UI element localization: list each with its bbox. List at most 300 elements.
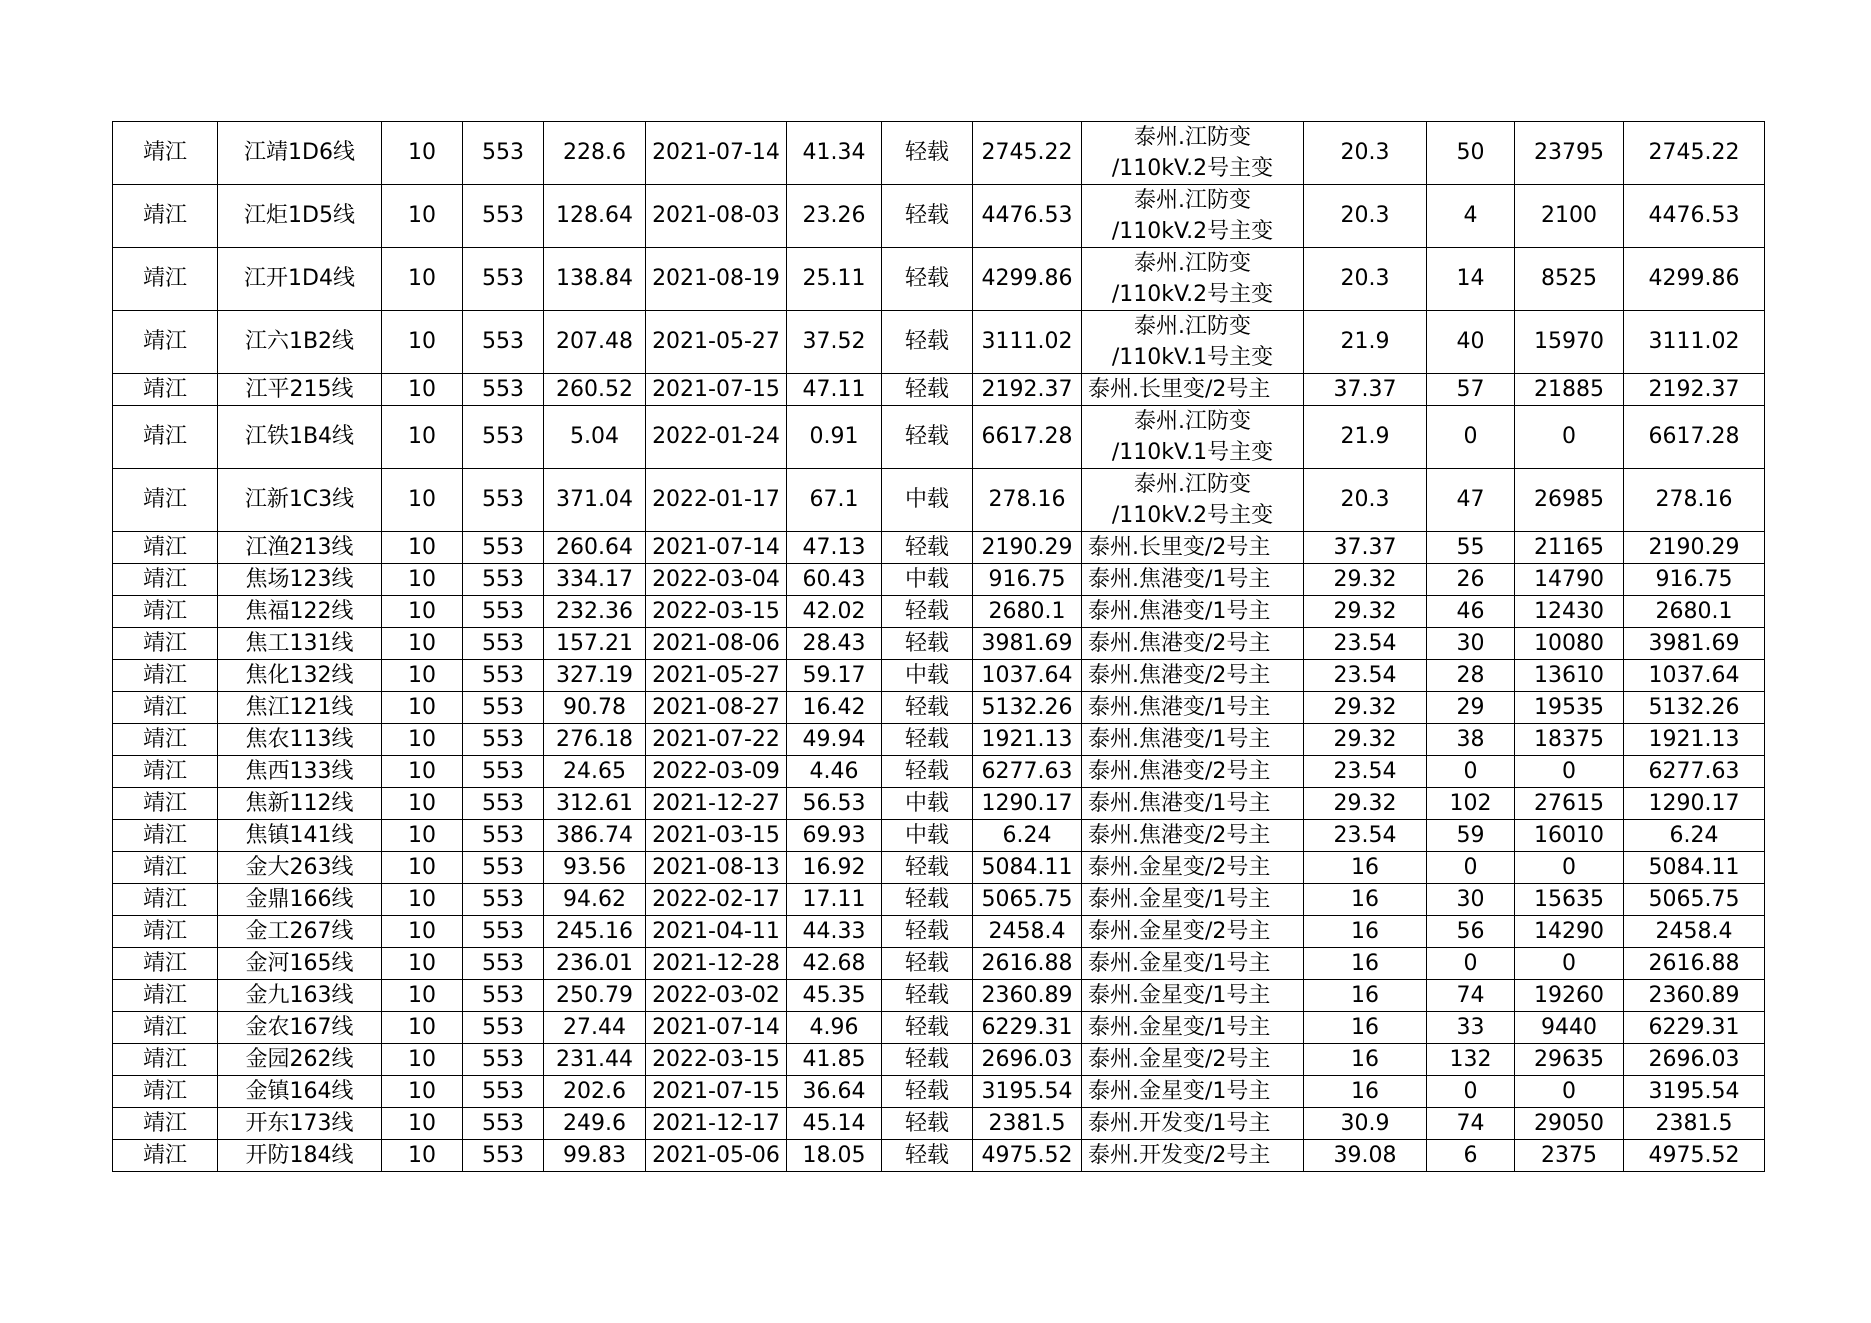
remaining-capacity-cell: 3111.02 [1624,311,1765,374]
region-cell: 靖江 [113,564,218,596]
capacity-cell: 553 [463,948,544,980]
voltage-cell: 10 [382,980,463,1012]
load-status-cell: 轻载 [882,756,973,788]
user-count-cell: 0 [1427,1076,1515,1108]
table-body [113,122,1765,1172]
user-capacity-cell: 14790 [1515,564,1624,596]
load-cell: 334.17 [544,564,646,596]
date-cell: 2022-01-17 [646,469,787,532]
load-status-cell: 轻载 [882,916,973,948]
date-cell: 2022-01-24 [646,406,787,469]
user-capacity-cell: 15970 [1515,311,1624,374]
load-rate-cell: 47.11 [787,374,882,406]
capacity-cell: 553 [463,122,544,185]
user-count-cell: 74 [1427,1108,1515,1140]
remaining-capacity-cell: 916.75 [1624,564,1765,596]
user-count-cell: 47 [1427,469,1515,532]
load-cell: 94.62 [544,884,646,916]
load-rate-cell: 45.35 [787,980,882,1012]
available-capacity-cell: 278.16 [973,469,1082,532]
available-capacity-cell: 2696.03 [973,1044,1082,1076]
region-cell: 靖江 [113,660,218,692]
region-cell: 靖江 [113,756,218,788]
available-capacity-cell: 2192.37 [973,374,1082,406]
available-capacity-cell: 4476.53 [973,185,1082,248]
user-capacity-cell: 9440 [1515,1012,1624,1044]
load-status-cell: 轻载 [882,122,973,185]
load-rate-cell: 28.43 [787,628,882,660]
voltage-cell: 10 [382,692,463,724]
remaining-capacity-cell: 5132.26 [1624,692,1765,724]
user-count-cell: 132 [1427,1044,1515,1076]
capacity-cell: 553 [463,724,544,756]
user-count-cell: 40 [1427,311,1515,374]
remaining-capacity-cell: 6617.28 [1624,406,1765,469]
remaining-capacity-cell: 3195.54 [1624,1076,1765,1108]
voltage-cell: 10 [382,564,463,596]
line-name-cell: 焦工131线 [218,628,382,660]
load-cell: 249.6 [544,1108,646,1140]
table-row [113,564,1765,596]
table-row [113,852,1765,884]
user-capacity-cell: 8525 [1515,248,1624,311]
available-capacity-cell: 5084.11 [973,852,1082,884]
table-row [113,916,1765,948]
substation-rate-cell: 29.32 [1304,564,1427,596]
available-capacity-cell: 1921.13 [973,724,1082,756]
region-cell: 靖江 [113,820,218,852]
table-row [113,122,1765,185]
load-rate-cell: 44.33 [787,916,882,948]
line-name-cell: 开防184线 [218,1140,382,1172]
remaining-capacity-cell: 6.24 [1624,820,1765,852]
date-cell: 2021-08-06 [646,628,787,660]
date-cell: 2021-12-17 [646,1108,787,1140]
user-capacity-cell: 0 [1515,852,1624,884]
user-capacity-cell: 19260 [1515,980,1624,1012]
available-capacity-cell: 6.24 [973,820,1082,852]
load-rate-cell: 45.14 [787,1108,882,1140]
load-status-cell: 轻载 [882,532,973,564]
substation-cell: 泰州.焦港变/1号主 [1082,692,1304,724]
voltage-cell: 10 [382,884,463,916]
substation-cell: 泰州.金星变/1号主 [1082,948,1304,980]
voltage-cell: 10 [382,788,463,820]
load-status-cell: 轻载 [882,406,973,469]
table-row [113,311,1765,374]
region-cell: 靖江 [113,406,218,469]
available-capacity-cell: 916.75 [973,564,1082,596]
line-name-cell: 焦镇141线 [218,820,382,852]
voltage-cell: 10 [382,596,463,628]
substation-cell: 泰州.金星变/2号主 [1082,852,1304,884]
substation-rate-cell: 20.3 [1304,122,1427,185]
date-cell: 2021-03-15 [646,820,787,852]
load-cell: 232.36 [544,596,646,628]
user-capacity-cell: 23795 [1515,122,1624,185]
voltage-cell: 10 [382,820,463,852]
load-status-cell: 轻载 [882,980,973,1012]
voltage-cell: 10 [382,374,463,406]
table-row [113,248,1765,311]
remaining-capacity-cell: 6277.63 [1624,756,1765,788]
substation-rate-cell: 20.3 [1304,248,1427,311]
user-capacity-cell: 15635 [1515,884,1624,916]
available-capacity-cell: 2458.4 [973,916,1082,948]
region-cell: 靖江 [113,724,218,756]
substation-rate-cell: 16 [1304,916,1427,948]
remaining-capacity-cell: 2680.1 [1624,596,1765,628]
capacity-cell: 553 [463,628,544,660]
available-capacity-cell: 2360.89 [973,980,1082,1012]
date-cell: 2021-05-27 [646,311,787,374]
table-row [113,756,1765,788]
remaining-capacity-cell: 2696.03 [1624,1044,1765,1076]
load-rate-cell: 37.52 [787,311,882,374]
table-row [113,660,1765,692]
user-capacity-cell: 2375 [1515,1140,1624,1172]
date-cell: 2021-04-11 [646,916,787,948]
load-rate-cell: 47.13 [787,532,882,564]
remaining-capacity-cell: 2192.37 [1624,374,1765,406]
substation-rate-cell: 23.54 [1304,660,1427,692]
load-status-cell: 轻载 [882,1044,973,1076]
table-row [113,469,1765,532]
user-capacity-cell: 18375 [1515,724,1624,756]
load-cell: 260.64 [544,532,646,564]
load-cell: 371.04 [544,469,646,532]
region-cell: 靖江 [113,374,218,406]
available-capacity-cell: 4975.52 [973,1140,1082,1172]
capacity-cell: 553 [463,374,544,406]
voltage-cell: 10 [382,628,463,660]
load-cell: 128.64 [544,185,646,248]
line-name-cell: 焦福122线 [218,596,382,628]
date-cell: 2022-02-17 [646,884,787,916]
substation-cell: 泰州.金星变/1号主 [1082,1012,1304,1044]
load-cell: 327.19 [544,660,646,692]
load-cell: 386.74 [544,820,646,852]
date-cell: 2022-03-02 [646,980,787,1012]
capacity-cell: 553 [463,532,544,564]
remaining-capacity-cell: 2616.88 [1624,948,1765,980]
capacity-cell: 553 [463,311,544,374]
user-count-cell: 28 [1427,660,1515,692]
region-cell: 靖江 [113,1140,218,1172]
load-cell: 207.48 [544,311,646,374]
load-status-cell: 中载 [882,788,973,820]
available-capacity-cell: 2381.5 [973,1108,1082,1140]
substation-rate-cell: 20.3 [1304,469,1427,532]
substation-rate-cell: 29.32 [1304,596,1427,628]
substation-cell: 泰州.江防变 /110kV.2号主变 [1082,248,1304,311]
user-count-cell: 55 [1427,532,1515,564]
date-cell: 2022-03-15 [646,1044,787,1076]
substation-rate-cell: 20.3 [1304,185,1427,248]
table-row [113,1044,1765,1076]
date-cell: 2021-07-14 [646,1012,787,1044]
line-name-cell: 江六1B2线 [218,311,382,374]
capacity-cell: 553 [463,564,544,596]
load-cell: 276.18 [544,724,646,756]
voltage-cell: 10 [382,311,463,374]
region-cell: 靖江 [113,1076,218,1108]
load-status-cell: 轻载 [882,185,973,248]
region-cell: 靖江 [113,788,218,820]
date-cell: 2021-08-19 [646,248,787,311]
user-count-cell: 74 [1427,980,1515,1012]
capacity-cell: 553 [463,1044,544,1076]
voltage-cell: 10 [382,1108,463,1140]
line-name-cell: 金鼎166线 [218,884,382,916]
voltage-cell: 10 [382,852,463,884]
substation-cell: 泰州.江防变 /110kV.2号主变 [1082,185,1304,248]
table-row [113,788,1765,820]
user-count-cell: 0 [1427,852,1515,884]
substation-rate-cell: 16 [1304,980,1427,1012]
region-cell: 靖江 [113,311,218,374]
region-cell: 靖江 [113,596,218,628]
load-status-cell: 中载 [882,660,973,692]
load-rate-cell: 16.42 [787,692,882,724]
load-status-cell: 中载 [882,564,973,596]
substation-cell: 泰州.焦港变/2号主 [1082,628,1304,660]
line-name-cell: 金河165线 [218,948,382,980]
date-cell: 2021-12-28 [646,948,787,980]
load-status-cell: 轻载 [882,248,973,311]
user-capacity-cell: 13610 [1515,660,1624,692]
load-rate-cell: 4.96 [787,1012,882,1044]
load-cell: 157.21 [544,628,646,660]
voltage-cell: 10 [382,248,463,311]
line-name-cell: 江开1D4线 [218,248,382,311]
voltage-cell: 10 [382,916,463,948]
line-name-cell: 江炬1D5线 [218,185,382,248]
user-count-cell: 30 [1427,884,1515,916]
voltage-cell: 10 [382,1140,463,1172]
capacity-cell: 553 [463,406,544,469]
user-capacity-cell: 0 [1515,406,1624,469]
region-cell: 靖江 [113,884,218,916]
substation-cell: 泰州.金星变/1号主 [1082,1076,1304,1108]
date-cell: 2021-12-27 [646,788,787,820]
user-count-cell: 38 [1427,724,1515,756]
region-cell: 靖江 [113,1108,218,1140]
substation-rate-cell: 21.9 [1304,311,1427,374]
line-name-cell: 焦西133线 [218,756,382,788]
user-count-cell: 102 [1427,788,1515,820]
load-rate-cell: 18.05 [787,1140,882,1172]
user-capacity-cell: 21165 [1515,532,1624,564]
user-count-cell: 6 [1427,1140,1515,1172]
substation-rate-cell: 29.32 [1304,724,1427,756]
capacity-cell: 553 [463,1076,544,1108]
substation-rate-cell: 16 [1304,1076,1427,1108]
substation-rate-cell: 30.9 [1304,1108,1427,1140]
table-row [113,374,1765,406]
substation-cell: 泰州.金星变/1号主 [1082,884,1304,916]
region-cell: 靖江 [113,948,218,980]
line-name-cell: 江靖1D6线 [218,122,382,185]
user-count-cell: 0 [1427,756,1515,788]
load-rate-cell: 36.64 [787,1076,882,1108]
voltage-cell: 10 [382,1044,463,1076]
load-cell: 90.78 [544,692,646,724]
user-capacity-cell: 0 [1515,756,1624,788]
load-rate-cell: 49.94 [787,724,882,756]
substation-cell: 泰州.焦港变/1号主 [1082,724,1304,756]
available-capacity-cell: 2190.29 [973,532,1082,564]
load-rate-cell: 25.11 [787,248,882,311]
date-cell: 2022-03-09 [646,756,787,788]
region-cell: 靖江 [113,185,218,248]
capacity-cell: 553 [463,692,544,724]
load-status-cell: 轻载 [882,1012,973,1044]
user-capacity-cell: 0 [1515,948,1624,980]
available-capacity-cell: 2680.1 [973,596,1082,628]
user-count-cell: 59 [1427,820,1515,852]
remaining-capacity-cell: 2458.4 [1624,916,1765,948]
user-capacity-cell: 19535 [1515,692,1624,724]
table-row [113,1012,1765,1044]
capacity-cell: 553 [463,916,544,948]
capacity-cell: 553 [463,788,544,820]
table-row [113,1076,1765,1108]
user-count-cell: 57 [1427,374,1515,406]
load-rate-cell: 59.17 [787,660,882,692]
remaining-capacity-cell: 2745.22 [1624,122,1765,185]
user-count-cell: 50 [1427,122,1515,185]
capacity-cell: 553 [463,1140,544,1172]
voltage-cell: 10 [382,532,463,564]
remaining-capacity-cell: 2381.5 [1624,1108,1765,1140]
region-cell: 靖江 [113,1012,218,1044]
remaining-capacity-cell: 6229.31 [1624,1012,1765,1044]
voltage-cell: 10 [382,660,463,692]
load-rate-cell: 69.93 [787,820,882,852]
load-cell: 245.16 [544,916,646,948]
load-cell: 236.01 [544,948,646,980]
user-capacity-cell: 29050 [1515,1108,1624,1140]
substation-rate-cell: 23.54 [1304,628,1427,660]
substation-cell: 泰州.焦港变/2号主 [1082,660,1304,692]
table-row [113,532,1765,564]
substation-rate-cell: 29.32 [1304,692,1427,724]
feeder-load-table [112,121,1765,1172]
line-name-cell: 焦场123线 [218,564,382,596]
available-capacity-cell: 6617.28 [973,406,1082,469]
region-cell: 靖江 [113,469,218,532]
available-capacity-cell: 1037.64 [973,660,1082,692]
load-rate-cell: 60.43 [787,564,882,596]
substation-rate-cell: 37.37 [1304,374,1427,406]
load-rate-cell: 0.91 [787,406,882,469]
substation-cell: 泰州.江防变 /110kV.1号主变 [1082,406,1304,469]
line-name-cell: 开东173线 [218,1108,382,1140]
line-name-cell: 焦农113线 [218,724,382,756]
line-name-cell: 金园262线 [218,1044,382,1076]
load-cell: 99.83 [544,1140,646,1172]
available-capacity-cell: 5132.26 [973,692,1082,724]
date-cell: 2021-08-13 [646,852,787,884]
load-cell: 138.84 [544,248,646,311]
substation-rate-cell: 16 [1304,948,1427,980]
region-cell: 靖江 [113,692,218,724]
region-cell: 靖江 [113,628,218,660]
line-name-cell: 江平215线 [218,374,382,406]
line-name-cell: 金镇164线 [218,1076,382,1108]
substation-cell: 泰州.开发变/2号主 [1082,1140,1304,1172]
available-capacity-cell: 5065.75 [973,884,1082,916]
line-name-cell: 焦江121线 [218,692,382,724]
load-status-cell: 轻载 [882,628,973,660]
line-name-cell: 焦新112线 [218,788,382,820]
substation-cell: 泰州.焦港变/1号主 [1082,596,1304,628]
voltage-cell: 10 [382,756,463,788]
load-rate-cell: 17.11 [787,884,882,916]
load-rate-cell: 41.34 [787,122,882,185]
load-status-cell: 中载 [882,820,973,852]
load-cell: 260.52 [544,374,646,406]
date-cell: 2022-03-04 [646,564,787,596]
substation-cell: 泰州.开发变/1号主 [1082,1108,1304,1140]
date-cell: 2021-08-27 [646,692,787,724]
table-row [113,820,1765,852]
line-name-cell: 江渔213线 [218,532,382,564]
substation-cell: 泰州.金星变/2号主 [1082,916,1304,948]
load-cell: 312.61 [544,788,646,820]
substation-cell: 泰州.长里变/2号主 [1082,532,1304,564]
table-row [113,1108,1765,1140]
table-row [113,596,1765,628]
available-capacity-cell: 3981.69 [973,628,1082,660]
substation-rate-cell: 16 [1304,1012,1427,1044]
substation-rate-cell: 39.08 [1304,1140,1427,1172]
load-rate-cell: 41.85 [787,1044,882,1076]
table-row [113,884,1765,916]
voltage-cell: 10 [382,724,463,756]
table-row [113,406,1765,469]
substation-cell: 泰州.金星变/1号主 [1082,980,1304,1012]
region-cell: 靖江 [113,1044,218,1076]
date-cell: 2021-07-14 [646,122,787,185]
substation-cell: 泰州.焦港变/1号主 [1082,564,1304,596]
remaining-capacity-cell: 5065.75 [1624,884,1765,916]
voltage-cell: 10 [382,1076,463,1108]
voltage-cell: 10 [382,122,463,185]
line-name-cell: 江新1C3线 [218,469,382,532]
date-cell: 2021-05-06 [646,1140,787,1172]
remaining-capacity-cell: 1037.64 [1624,660,1765,692]
date-cell: 2022-03-15 [646,596,787,628]
table-row [113,628,1765,660]
load-cell: 202.6 [544,1076,646,1108]
load-rate-cell: 16.92 [787,852,882,884]
load-rate-cell: 4.46 [787,756,882,788]
substation-cell: 泰州.江防变 /110kV.1号主变 [1082,311,1304,374]
load-status-cell: 轻载 [882,596,973,628]
region-cell: 靖江 [113,532,218,564]
available-capacity-cell: 6277.63 [973,756,1082,788]
line-name-cell: 金工267线 [218,916,382,948]
remaining-capacity-cell: 2360.89 [1624,980,1765,1012]
user-capacity-cell: 16010 [1515,820,1624,852]
user-count-cell: 56 [1427,916,1515,948]
line-name-cell: 江铁1B4线 [218,406,382,469]
available-capacity-cell: 2616.88 [973,948,1082,980]
user-capacity-cell: 29635 [1515,1044,1624,1076]
date-cell: 2021-07-14 [646,532,787,564]
